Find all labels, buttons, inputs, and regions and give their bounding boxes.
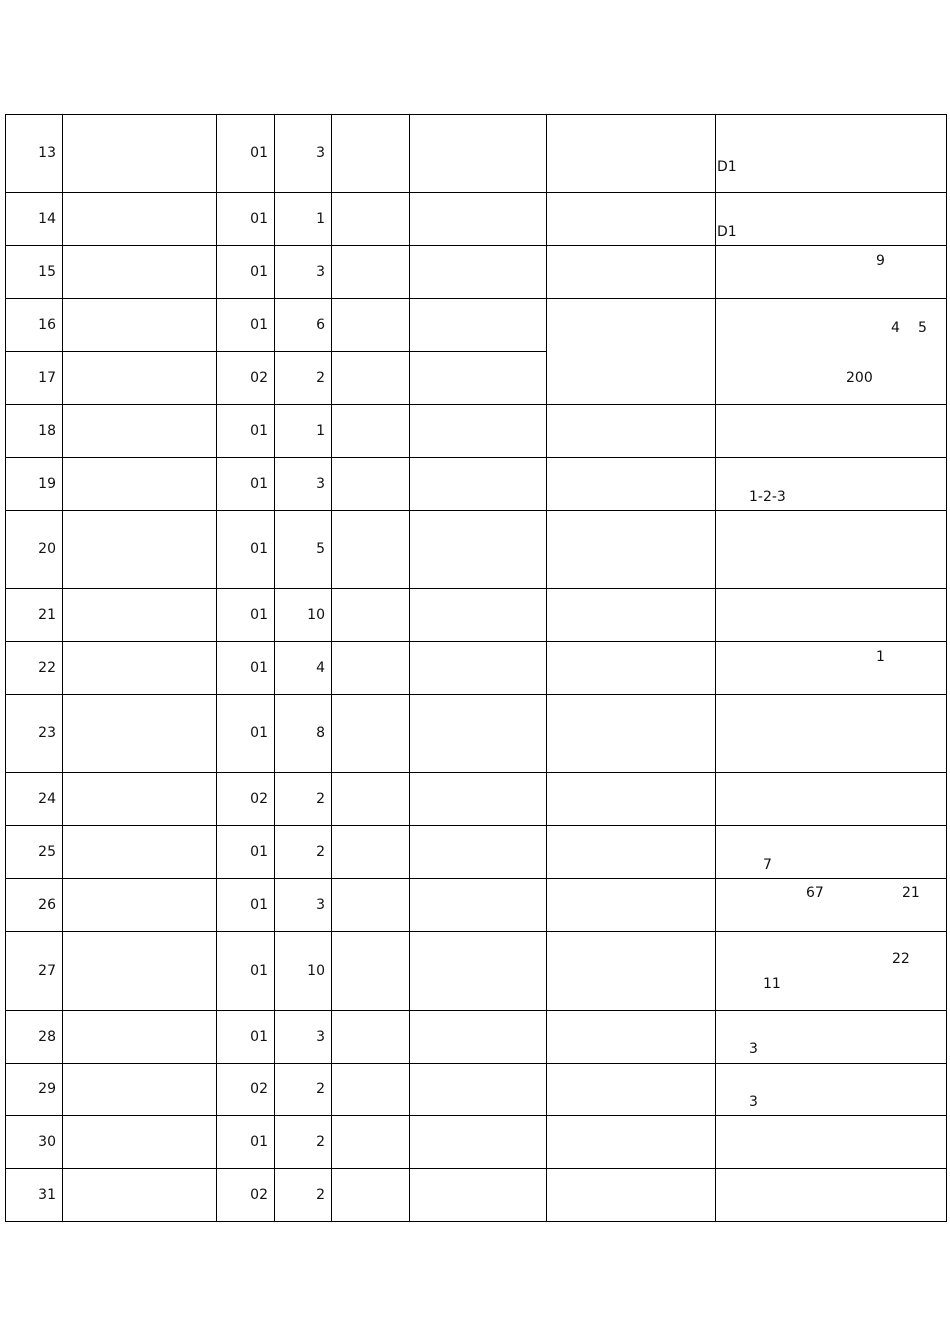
remark-note: 1-2-3 [749, 489, 786, 505]
code-cell: 01 [250, 659, 268, 676]
code-cell: 01 [250, 843, 268, 860]
remark-note: 3 [749, 1041, 758, 1057]
quantity-cell: 3 [316, 475, 325, 492]
code-cell: 02 [250, 369, 268, 386]
code-cell: 01 [250, 962, 268, 979]
row-number-cell: 20 [38, 541, 56, 557]
row-number-cell: 25 [38, 843, 56, 860]
quantity-cell: 6 [316, 316, 325, 333]
code-cell: 01 [250, 725, 268, 741]
row-number-cell: 14 [38, 210, 56, 227]
code-cell: 02 [250, 790, 268, 807]
code-cell: 01 [250, 263, 268, 280]
quantity-cell: 2 [316, 1081, 325, 1097]
quantity-cell: 3 [316, 145, 325, 161]
quantity-cell: 1 [316, 422, 325, 439]
row-number-cell: 28 [38, 1028, 56, 1045]
row-number-cell: 17 [38, 369, 56, 386]
code-cell: 01 [250, 606, 268, 623]
row-number-cell: 29 [38, 1081, 56, 1097]
quantity-cell: 4 [316, 659, 325, 676]
row-number-cell: 24 [38, 790, 56, 807]
code-cell: 01 [250, 422, 268, 439]
quantity-cell: 5 [316, 541, 325, 557]
quantity-cell: 8 [316, 725, 325, 741]
quantity-cell: 10 [307, 962, 325, 979]
remark-note: 200 [846, 370, 873, 386]
remark-note: 21 [902, 885, 920, 901]
quantity-cell: 10 [307, 606, 325, 623]
code-cell: 01 [250, 210, 268, 227]
remark-note: 7 [763, 857, 772, 873]
row-number-cell: 30 [38, 1133, 56, 1150]
quantity-cell: 2 [316, 843, 325, 860]
remark-note: 67 [806, 885, 824, 901]
remark-note: 4 [891, 320, 900, 336]
row-number-cell: 19 [38, 475, 56, 492]
remark-note: 5 [918, 320, 927, 336]
code-cell: 01 [250, 896, 268, 913]
quantity-cell: 2 [316, 1186, 325, 1203]
row-number-cell: 13 [38, 145, 56, 161]
remark-note: D1 [717, 224, 737, 240]
row-number-cell: 21 [38, 606, 56, 623]
quantity-cell: 3 [316, 263, 325, 280]
code-cell: 02 [250, 1081, 268, 1097]
code-cell: 01 [250, 475, 268, 492]
remark-note: 9 [876, 253, 885, 269]
row-number-cell: 31 [38, 1186, 56, 1203]
quantity-cell: 2 [316, 1133, 325, 1150]
remark-note: 11 [763, 976, 781, 992]
row-number-cell: 15 [38, 263, 56, 280]
remark-note: 1 [876, 649, 885, 665]
quantity-cell: 2 [316, 369, 325, 386]
code-cell: 01 [250, 1133, 268, 1150]
code-cell: 02 [250, 1186, 268, 1203]
remark-note: 3 [749, 1094, 758, 1110]
code-cell: 01 [250, 1028, 268, 1045]
remark-note: 22 [892, 951, 910, 967]
row-number-cell: 22 [38, 659, 56, 676]
code-cell: 01 [250, 145, 268, 161]
row-number-cell: 23 [38, 725, 56, 741]
quantity-cell: 2 [316, 790, 325, 807]
quantity-cell: 3 [316, 1028, 325, 1045]
quantity-cell: 1 [316, 210, 325, 227]
code-cell: 01 [250, 541, 268, 557]
quantity-cell: 3 [316, 896, 325, 913]
row-number-cell: 18 [38, 422, 56, 439]
row-number-cell: 27 [38, 962, 56, 979]
row-number-cell: 16 [38, 316, 56, 333]
remark-note: D1 [717, 159, 737, 175]
code-cell: 01 [250, 316, 268, 333]
row-number-cell: 26 [38, 896, 56, 913]
